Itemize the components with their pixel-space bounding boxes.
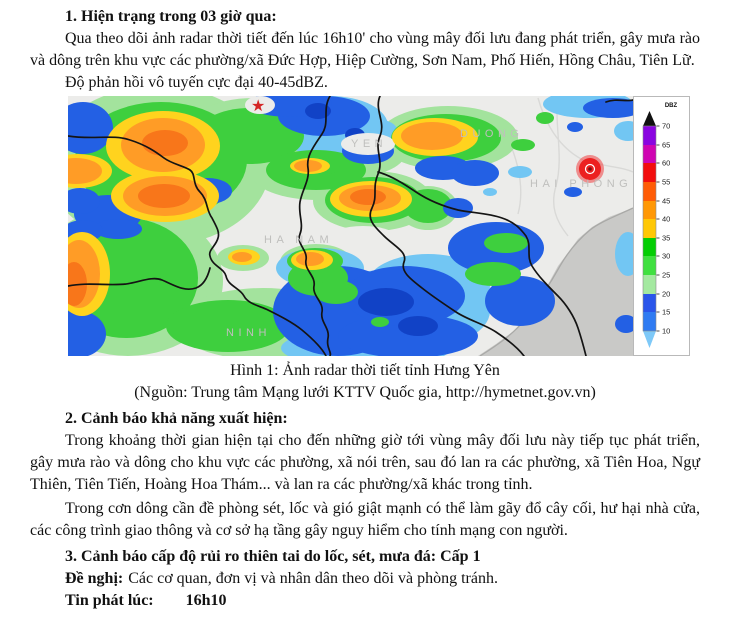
colorbar-tick: 15 [662, 307, 671, 317]
map-label-duong: DUONG [460, 128, 524, 140]
recommendation-text: Các cơ quan, đơn vị và nhân dân theo dõi và phòng tránh. [128, 570, 498, 587]
colorbar-tick: 30 [662, 251, 671, 261]
paragraph-reflectivity: Độ phản hồi vô tuyến cực đại 40-45dBZ. [65, 74, 328, 91]
issue-time-line [30, 590, 700, 612]
star-marker-icon: ★ [251, 98, 266, 115]
map-label-hai-phong: HAI PHONG [530, 178, 633, 190]
colorbar-tick: 55 [662, 177, 671, 187]
colorbar-tick: 65 [662, 140, 671, 150]
radar-figure [68, 96, 690, 356]
colorbar-tick: 10 [662, 326, 671, 336]
figure-caption: Hình 1: Ảnh radar thời tiết tỉnh Hưng Yên [230, 362, 500, 379]
colorbar-tick: 20 [662, 289, 671, 299]
issue-time-label: Tin phát lúc: [65, 592, 154, 609]
paragraph-radar-observation: Qua theo dõi ảnh radar thời tiết đến lúc 16h10' cho vùng mây đối lưu đang phát triển, gây mưa rào và dông trên khu vực các phường/xã Đức Hợp, Hiệp Cường, Sơn Nam, Phố Hiến, Hồng Châu, Tiên Lữ. [30, 30, 700, 69]
colorbar-tick: 40 [662, 214, 671, 224]
recommendation-label: Đề nghị: [65, 570, 124, 587]
recommendation-line [30, 568, 700, 590]
colorbar-tick: 45 [662, 196, 671, 206]
section-2-heading: 2. Cảnh báo khả năng xuất hiện: [65, 410, 288, 427]
paragraph-warning-development: Trong khoảng thời gian hiện tại cho đến những giờ tới vùng mây đối lưu này tiếp tục phát triển, gây mưa rào và dông cho khu vực các phường, xã nói trên, sau đó lan ra các phường, xã Tiên Hoa, Ngự Thiên, Tiên Tiến, Hoàng Hoa Thám... và lan ra các phường/xã khác trong tỉnh. [30, 432, 700, 493]
issue-time-value: 16h10 [185, 592, 227, 609]
paragraph-warning-hazards: Trong cơn dông cần đề phòng sét, lốc và gió giật mạnh có thể làm gãy đổ cây cối, hư hại nhà cửa, các công trình giao thông và cơ sở hạ tầng gây nguy hiểm cho tính mạng con người. [30, 500, 700, 539]
colorbar-tick: 25 [662, 270, 671, 280]
section-1-heading: 1. Hiện trạng trong 03 giờ qua: [65, 8, 277, 25]
colorbar-tick: 60 [662, 158, 671, 168]
radar-map [68, 96, 633, 356]
colorbar-scale [643, 111, 656, 348]
colorbar-tick: 70 [662, 121, 671, 131]
map-label-yen: YEN [351, 138, 388, 150]
map-label-ha-nam: HA NAM [264, 234, 334, 246]
radar-colorbar [633, 96, 690, 356]
map-label-ninh: NINH [226, 327, 271, 339]
colorbar-tick: 35 [662, 233, 671, 243]
section-3-heading: 3. Cảnh báo cấp độ rủi ro thiên tai do lốc, sét, mưa đá: Cấp 1 [65, 548, 481, 565]
colorbar-unit-label: DBZ [664, 103, 678, 109]
figure-source: (Nguồn: Trung tâm Mạng lưới KTTV Quốc gia, http://hymetnet.gov.vn) [134, 384, 596, 401]
